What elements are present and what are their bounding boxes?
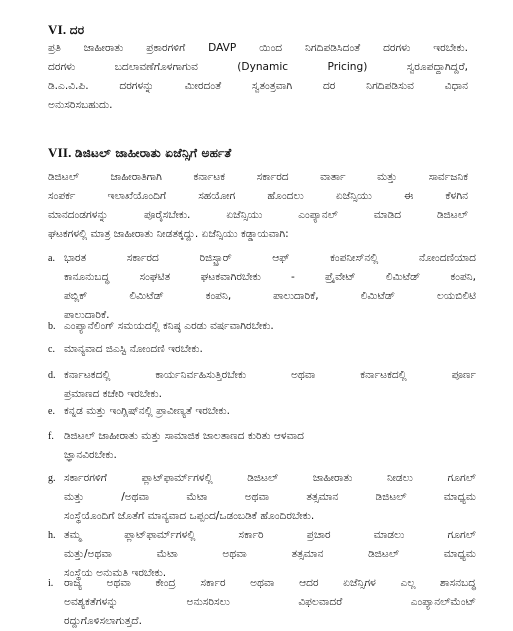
paragraph-line: ಡಿ.ಎ.ವಿ.ಪಿ. ದರಗಳನ್ನು ಮೀರದಂತೆ ಸ್ವತಂತ್ರವಾಗಿ ದರ ನಿಗದಿಪಡಿಸುವ ವಿಧಾನ [48,80,468,92]
list-item-line: ಅವಶ್ಯಕತೆಗಳನ್ನು ಅನುಸರಿಸಲು ವಿಫಲವಾದರೆ ಎಂಪ್ಯಾನಲ್‌ಮೆಂಟ್ [64,596,476,608]
section-6-title: ದರ [69,23,85,37]
list-marker: c. [48,344,55,355]
list-item-line: ಸಂಸ್ಥೆಯೊಂದಿಗೆ ಜೊತೆಗೆ ಮಾನ್ಯವಾದ ಒಪ್ಪಂದ/ಒಡಂಬಡಿಕೆ ಹೊಂದಿರಬೇಕು. [64,510,315,522]
paragraph-line: ಮಾನದಂಡಗಳನ್ನು ಪೂರೈಸಬೇಕು. ಏಜೆನ್ಸಿಯು ಎಂಪ್ಯಾನಲ್ ಮಾಡಿದ ಡಿಜಿಟಲ್ [48,209,468,221]
section-7-number: VII. [48,145,72,160]
list-marker: g. [48,473,56,484]
list-item-line: ಕಾನೂನುಬದ್ಧ ಸಂಘಟಿತ ಘಟಕವಾಗಿರಬೇಕು - ಪ್ರೈವೇಟ್ ಲಿಮಿಟೆಡ್ ಕಂಪನಿ, [64,271,476,283]
list-item-line: ತಮ್ಮ ಪ್ಲಾಟ್‌ಫಾರ್ಮ್‌ಗಳಲ್ಲಿ ಸರ್ಕಾರಿ ಪ್ರಚಾರ ಮಾಡಲು ಗೂಗಲ್ [64,529,476,541]
list-item [48,427,476,465]
list-marker: f. [48,431,54,442]
list-item-line: ರಾಜ್ಯ ಅಥವಾ ಕೇಂದ್ರ ಸರ್ಕಾರ ಅಥವಾ ಆದರ ಏಜೆನ್ಸಿಗಳ ಎಲ್ಲ ಶಾಸನಬದ್ಧ [64,577,476,589]
section-6-number: VI. [48,22,67,37]
list-item-line: ಸಂಸ್ಥೆಯ ಅನುಮತಿ ಇರಬೇಕು. [64,567,167,579]
paragraph-line: ಅನುಸರಿಸಬಹುದು. [48,99,113,111]
section-7-intro [48,168,468,244]
section-7-title: ಡಿಜಿಟಲ್ ಜಾಹೀರಾತು ಏಜೆನ್ಸಿಗೆ ಅರ್ಹತೆ [75,146,232,160]
section-6-paragraph [48,39,468,115]
paragraph-line: ದರಗಳು ಬದಲಾವಣೆಗೊಳಗಾಗುವ (Dynamic Pricing) ಸ್ವರೂಪದ್ದಾಗಿದ್ದರೆ, [48,61,468,73]
list-item [48,402,476,421]
list-item-line: ಎಂಪ್ಯಾನೆಲಿಂಗ್ ಸಮಯದಲ್ಲಿ ಕನಿಷ್ಠ ಎರಡು ವರ್ಷವಾಗಿರಬೇಕು. [64,320,274,332]
list-item-line: ಪಬ್ಲಿಕ್ ಲಿಮಿಟೆಡ್ ಕಂಪನಿ, ಪಾಲುದಾರಿಕೆ, ಲಿಮಿಟೆಡ್ ಲಯಬಿಲಿಟಿ [64,290,476,302]
list-marker: i. [48,578,54,589]
paragraph-line: ಘಟಕಗಳಲ್ಲಿ ಮಾತ್ರ ಜಾಹೀರಾತು ನೀಡತಕ್ಕದ್ದು. ಏಜೆನ್ಸಿಯು ಕಡ್ಡಾಯವಾಗಿ: [48,228,289,240]
section-6-heading [48,22,84,38]
list-item-line: ಮತ್ತು/ಅಥವಾ ಮೆಟಾ ಅಥವಾ ತತ್ಸಮಾನ ಡಿಜಿಟಲ್ ಮಾಧ್ಯಮ [64,548,476,560]
list-item-line: ರದ್ದುಗೊಳಿಸಲಾಗುತ್ತದೆ. [64,615,142,627]
list-item-line: ಭಾರತ ಸರ್ಕಾರದ ರಿಜಿಸ್ಟ್ರಾರ್ ಆಫ್ ಕಂಪನೀಸ್‌ನಲ್ಲಿ ನೋಂದಣಿಯಾದ [64,252,476,264]
list-item [48,469,476,526]
list-marker: h. [48,530,56,541]
list-item-line: ಪ್ರಮಾಣದ ಕಚೇರಿ ಇರಬೇಕು. [64,388,162,400]
list-item-line: ಸರ್ಕಾರಗಳಿಗೆ ಪ್ಲಾಟ್‌ಫಾರ್ಮ್‌ಗಳಲ್ಲಿ ಡಿಜಿಟಲ್ ಜಾಹೀರಾತು ನೀಡಲು ಗೂಗಲ್ [64,472,476,484]
paragraph-line: ಡಿಜಿಟಲ್ ಜಾಹೀರಾತಿಗಾಗಿ ಕರ್ನಾಟಕ ಸರ್ಕಾರದ ವಾರ್ತಾ ಮತ್ತು ಸಾರ್ವಜನಿಕ [48,171,468,183]
list-marker: b. [48,321,56,332]
section-7-heading [48,145,231,161]
list-marker: a. [48,253,55,264]
list-item-line: ಮಾನ್ಯವಾದ ಜಿಎಸ್ಟಿ ನೋಂದಣಿ ಇರಬೇಕು. [64,343,203,355]
list-item [48,340,476,359]
paragraph-line: ಪ್ರತಿ ಜಾಹೀರಾತು ಪ್ರಕಾರಗಳಿಗೆ DAVP ಯಿಂದ ನಿಗದಿಪಡಿಸಿದಂತೆ ದರಗಳು ಇರಬೇಕು. [48,42,468,54]
list-item-line: ಮತ್ತು /ಅಥವಾ ಮೆಟಾ ಅಥವಾ ತತ್ಸಮಾನ ಡಿಜಿಟಲ್ ಮಾಧ್ಯಮ [64,491,476,503]
list-item [48,366,476,404]
list-item-line: ಪಾಲುದಾರಿಕೆ. [64,309,110,321]
list-marker: d. [48,370,56,381]
list-item [48,249,476,325]
paragraph-line: ಸಂಪರ್ಕ ಇಲಾಖೆಯೊಂದಿಗೆ ಸಹಯೋಗ ಹೊಂದಲು ಏಜೆನ್ಸಿಯು ಈ ಕೆಳಗಿನ [48,190,468,202]
list-item-line: ಕನ್ನಡ ಮತ್ತು ಇಂಗ್ಲಿಷ್‌ನಲ್ಲಿ ಪ್ರಾವೀಣ್ಯತೆ ಇರಬೇಕು. [64,405,231,417]
list-item [48,317,476,336]
list-item-line: ಜ್ಞಾನವಿರಬೇಕು. [64,449,117,461]
list-item [48,574,476,631]
list-item-line: ಕರ್ನಾಟಕದಲ್ಲಿ ಕಾರ್ಯನಿರ್ವಹಿಸುತ್ತಿರಬೇಕು ಅಥವಾ ಕರ್ನಾಟಕದಲ್ಲಿ ಪೂರ್ಣ [64,369,476,381]
list-item-line: ಡಿಜಿಟಲ್ ಜಾಹೀರಾತು ಮತ್ತು ಸಾಮಾಜಿಕ ಜಾಲತಾಣದ ಕುರಿತು ಆಳವಾದ [64,430,305,442]
list-marker: e. [48,406,55,417]
